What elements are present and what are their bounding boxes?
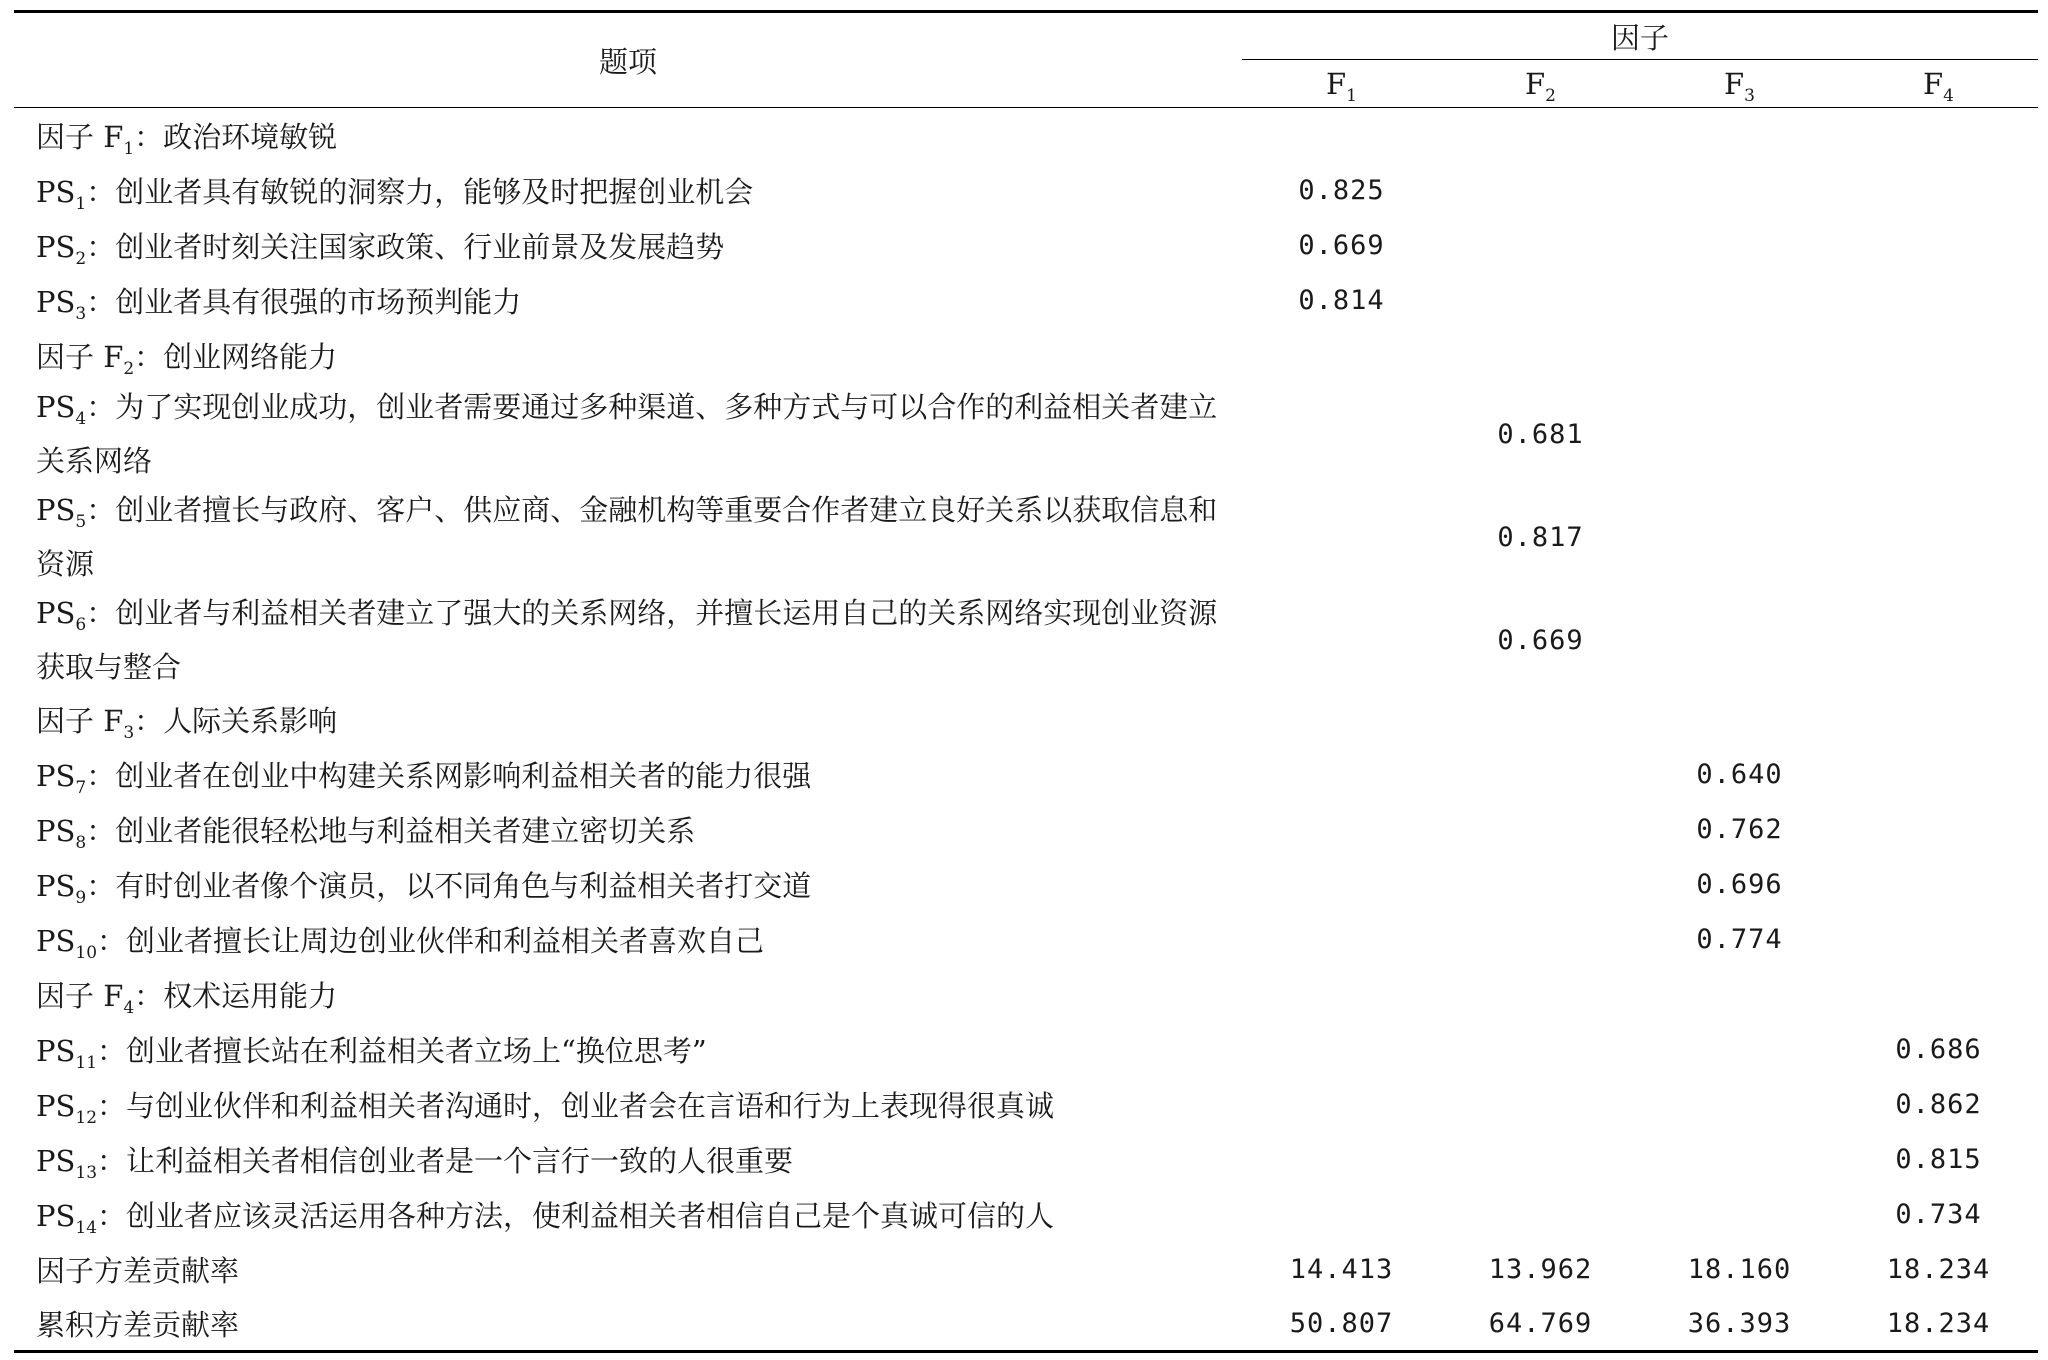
table-row bbox=[14, 857, 2038, 912]
loading-cell-f2 bbox=[1441, 163, 1640, 218]
loading-cell-f2 bbox=[1441, 108, 1640, 163]
loading-cell-f3 bbox=[1640, 1077, 1839, 1132]
loading-cell-f2 bbox=[1441, 967, 1640, 1022]
loading-cell-f2: 0.681 bbox=[1497, 418, 1584, 450]
loading-cell-f1 bbox=[1242, 692, 1441, 747]
loading-cell-f2 bbox=[1441, 692, 1640, 747]
loading-cell-f2 bbox=[1441, 747, 1640, 802]
loading-cell-f2: 0.817 bbox=[1497, 521, 1584, 553]
loading-cell-f2 bbox=[1441, 1077, 1640, 1132]
loading-cell-f1: 14.413 bbox=[1289, 1253, 1394, 1285]
summary-row bbox=[14, 1297, 2038, 1352]
loading-cell-f4: 0.686 bbox=[1895, 1033, 1982, 1065]
section-row bbox=[14, 108, 2038, 163]
loading-cell-f4 bbox=[1839, 747, 2038, 802]
table-row bbox=[14, 1022, 2038, 1077]
loading-cell-f1 bbox=[1242, 589, 1441, 692]
item-text: $PS_9$：有时创业者像个演员，以不同角色与利益相关者打交道 bbox=[36, 868, 812, 908]
factor-column-header-1: $F_1$ bbox=[1326, 66, 1357, 106]
item-text: $PS_2$：创业者时刻关注国家政策、行业前景及发展趋势 bbox=[36, 229, 725, 269]
loading-cell-f1 bbox=[1242, 967, 1441, 1022]
table-row bbox=[14, 273, 2038, 328]
table-row bbox=[14, 1077, 2038, 1132]
loading-cell-f3 bbox=[1640, 383, 1839, 486]
loading-cell-f1 bbox=[1242, 747, 1441, 802]
loading-cell-f2 bbox=[1441, 1132, 1640, 1187]
loading-cell-f4: 18.234 bbox=[1886, 1253, 1991, 1285]
summary-row bbox=[14, 1242, 2038, 1297]
loading-cell-f3 bbox=[1640, 328, 1839, 383]
loading-cell-f4 bbox=[1839, 383, 2038, 486]
loading-cell-f4: 0.815 bbox=[1895, 1143, 1982, 1175]
loading-cell-f4 bbox=[1839, 273, 2038, 328]
loading-cell-f1 bbox=[1242, 912, 1441, 967]
table-row bbox=[14, 1132, 2038, 1187]
item-text: $PS_{14}$：创业者应该灵活运用各种方法，使利益相关者相信自己是个真诚可信的人 bbox=[36, 1198, 1055, 1238]
loading-cell-f2 bbox=[1441, 218, 1640, 273]
factor-group-header: 因子 bbox=[1242, 12, 2038, 60]
loading-cell-f3 bbox=[1640, 273, 1839, 328]
table-row bbox=[14, 486, 2038, 589]
loading-cell-f1 bbox=[1242, 857, 1441, 912]
loading-cell-f1 bbox=[1242, 1132, 1441, 1187]
loading-cell-f3 bbox=[1640, 692, 1839, 747]
table-body bbox=[14, 108, 2038, 1352]
loading-cell-f4 bbox=[1839, 692, 2038, 747]
factor-loading-table bbox=[14, 10, 2038, 1353]
loading-cell-f4 bbox=[1839, 857, 2038, 912]
loading-cell-f4 bbox=[1839, 108, 2038, 163]
section-title: 因子 $F_3$：人际关系影响 bbox=[36, 703, 338, 743]
item-column-header: 题项 bbox=[14, 12, 1242, 108]
loading-cell-f1 bbox=[1242, 1077, 1441, 1132]
loading-cell-f3: 0.696 bbox=[1696, 868, 1783, 900]
loading-cell-f3 bbox=[1640, 589, 1839, 692]
loading-cell-f2: 13.962 bbox=[1488, 1253, 1593, 1285]
item-text: $PS_5$：创业者擅长与政府、客户、供应商、金融机构等重要合作者建立良好关系以获取信息和资源 bbox=[36, 492, 1218, 581]
loading-cell-f2 bbox=[1441, 802, 1640, 857]
table-row bbox=[14, 589, 2038, 692]
loading-cell-f1: 0.669 bbox=[1298, 229, 1385, 261]
loading-cell-f4: 0.734 bbox=[1895, 1198, 1982, 1230]
table-row bbox=[14, 163, 2038, 218]
loading-cell-f2 bbox=[1441, 857, 1640, 912]
loading-cell-f3: 0.640 bbox=[1696, 758, 1783, 790]
section-row bbox=[14, 692, 2038, 747]
item-text: $PS_{12}$：与创业伙伴和利益相关者沟通时，创业者会在言语和行为上表现得很真诚 bbox=[36, 1088, 1055, 1128]
header-row-top bbox=[14, 12, 2038, 60]
loading-cell-f3 bbox=[1640, 1022, 1839, 1077]
loading-cell-f1 bbox=[1242, 802, 1441, 857]
item-text: $PS_3$：创业者具有很强的市场预判能力 bbox=[36, 284, 522, 324]
section-row bbox=[14, 967, 2038, 1022]
section-title: 因子 $F_1$：政治环境敏锐 bbox=[36, 119, 338, 159]
loading-cell-f4 bbox=[1839, 802, 2038, 857]
table-row bbox=[14, 912, 2038, 967]
loading-cell-f3: 0.774 bbox=[1696, 923, 1783, 955]
loading-cell-f1: 0.825 bbox=[1298, 174, 1385, 206]
item-text: $PS_7$：创业者在创业中构建关系网影响利益相关者的能力很强 bbox=[36, 758, 812, 798]
loading-cell-f3 bbox=[1640, 163, 1839, 218]
loading-cell-f4 bbox=[1839, 486, 2038, 589]
loading-cell-f4 bbox=[1839, 163, 2038, 218]
loading-cell-f3 bbox=[1640, 1187, 1839, 1242]
loading-cell-f1 bbox=[1242, 1022, 1441, 1077]
loading-cell-f1 bbox=[1242, 1187, 1441, 1242]
factor-column-header-4: $F_4$ bbox=[1923, 66, 1954, 106]
loading-cell-f4: 0.862 bbox=[1895, 1088, 1982, 1120]
section-title: 因子 $F_2$：创业网络能力 bbox=[36, 339, 338, 379]
factor-column-header-2: $F_2$ bbox=[1525, 66, 1556, 106]
factor-column-header-3: $F_3$ bbox=[1724, 66, 1755, 106]
item-text: $PS_4$：为了实现创业成功，创业者需要通过多种渠道、多种方式与可以合作的利益相关者建立关系网络 bbox=[36, 389, 1218, 478]
loading-cell-f2: 64.769 bbox=[1488, 1307, 1593, 1339]
item-text: $PS_{11}$：创业者擅长站在利益相关者立场上“换位思考” bbox=[36, 1033, 707, 1073]
loading-cell-f1: 50.807 bbox=[1289, 1307, 1394, 1339]
table-row bbox=[14, 383, 2038, 486]
loading-cell-f2 bbox=[1441, 273, 1640, 328]
loading-cell-f3 bbox=[1640, 1132, 1839, 1187]
loading-cell-f1 bbox=[1242, 486, 1441, 589]
table-row bbox=[14, 218, 2038, 273]
loading-cell-f4 bbox=[1839, 967, 2038, 1022]
summary-label: 累积方差贡献率 bbox=[36, 1307, 240, 1342]
loading-cell-f3: 0.762 bbox=[1696, 813, 1783, 845]
loading-cell-f2 bbox=[1441, 328, 1640, 383]
loading-cell-f1 bbox=[1242, 383, 1441, 486]
loading-cell-f4 bbox=[1839, 218, 2038, 273]
loading-cell-f4 bbox=[1839, 328, 2038, 383]
loading-cell-f3: 18.160 bbox=[1687, 1253, 1792, 1285]
item-text: $PS_8$：创业者能很轻松地与利益相关者建立密切关系 bbox=[36, 813, 696, 853]
section-title: 因子 $F_4$：权术运用能力 bbox=[36, 978, 338, 1018]
table-row bbox=[14, 747, 2038, 802]
loading-cell-f2 bbox=[1441, 1187, 1640, 1242]
loading-cell-f1 bbox=[1242, 108, 1441, 163]
loading-cell-f4 bbox=[1839, 912, 2038, 967]
loading-cell-f3 bbox=[1640, 218, 1839, 273]
item-text: $PS_{10}$：创业者擅长让周边创业伙伴和利益相关者喜欢自己 bbox=[36, 923, 765, 963]
loading-cell-f2 bbox=[1441, 1022, 1640, 1077]
loading-cell-f1 bbox=[1242, 328, 1441, 383]
loading-cell-f1: 0.814 bbox=[1298, 284, 1385, 316]
loading-cell-f4 bbox=[1839, 589, 2038, 692]
section-row bbox=[14, 328, 2038, 383]
table-row bbox=[14, 802, 2038, 857]
loading-cell-f2 bbox=[1441, 912, 1640, 967]
item-text: $PS_6$：创业者与利益相关者建立了强大的关系网络，并擅长运用自己的关系网络实现创业资源获取与整合 bbox=[36, 595, 1218, 684]
loading-cell-f4: 18.234 bbox=[1886, 1307, 1991, 1339]
item-text: $PS_1$：创业者具有敏锐的洞察力，能够及时把握创业机会 bbox=[36, 174, 754, 214]
item-text: $PS_{13}$：让利益相关者相信创业者是一个言行一致的人很重要 bbox=[36, 1143, 794, 1183]
loading-cell-f3: 36.393 bbox=[1687, 1307, 1792, 1339]
loading-cell-f2: 0.669 bbox=[1497, 624, 1584, 656]
summary-label: 因子方差贡献率 bbox=[36, 1253, 240, 1288]
table-row bbox=[14, 1187, 2038, 1242]
loading-cell-f3 bbox=[1640, 486, 1839, 589]
loading-cell-f3 bbox=[1640, 967, 1839, 1022]
loading-cell-f3 bbox=[1640, 108, 1839, 163]
